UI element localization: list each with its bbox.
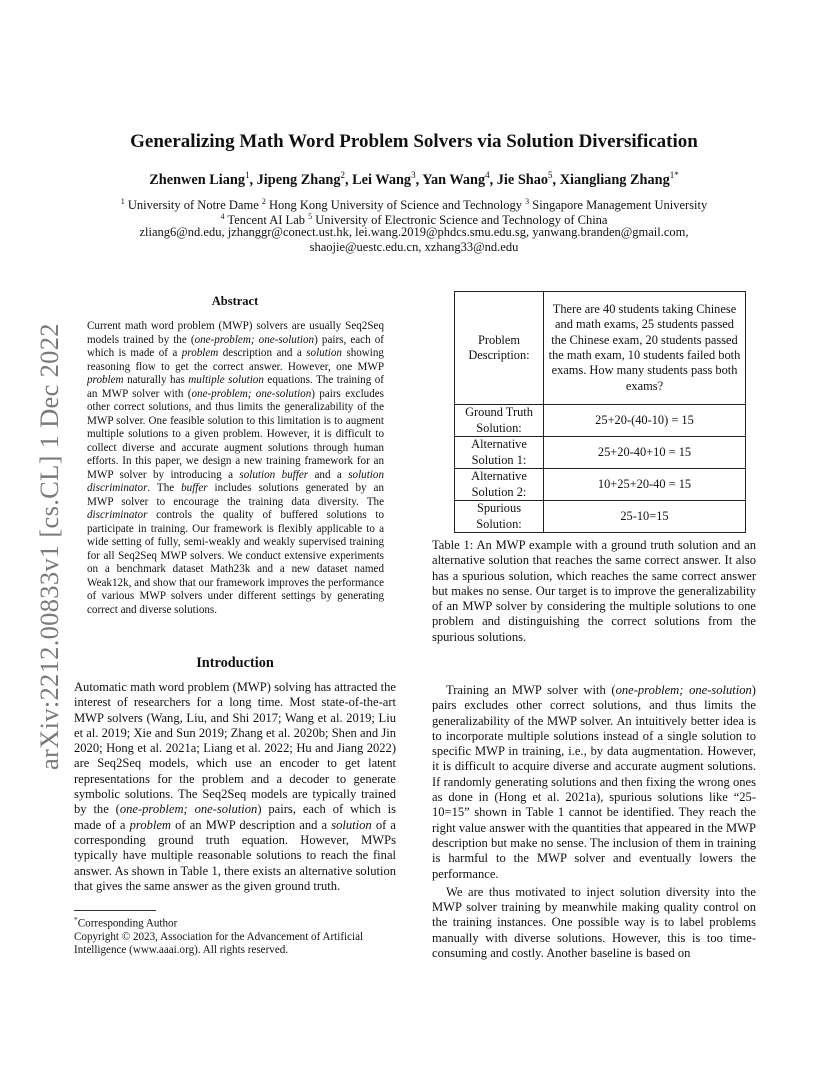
emphasis-text: solution: [331, 817, 372, 832]
text-run: showing reasoning flow to get the correct answer. However, one MWP: [87, 347, 384, 373]
affiliation-mark: 3: [411, 170, 416, 180]
affiliation-mark: 4: [485, 170, 490, 180]
abstract-text: [87, 320, 384, 617]
text-run: We are thus motivated to inject solution diversity into the MWP solver training by meanwhile making quality control on the training instances. One possible way is to label problems manually with diverse solutions. However, this is too time-consuming and costly. Another baseline is based on: [432, 884, 756, 961]
text-run: Training an MWP solver with (: [446, 683, 616, 697]
table-row: [455, 501, 746, 533]
table-row-value: 10+25+20-40 = 15: [544, 469, 746, 501]
author-emails-line-1: zliang6@nd.edu, jzhanggr@conect.ust.hk, lei.wang.2019@phdcs.smu.edu.sg, yanwang.branden@gmail.com,: [139, 225, 689, 239]
table-row-value: 25-10=15: [544, 501, 746, 533]
table-row-label: Alternative Solution 1:: [455, 437, 544, 469]
author-name: Lei Wang: [352, 171, 412, 188]
right-column-text: [432, 683, 756, 961]
emphasis-text: multiple solution: [188, 374, 264, 386]
table-row: [455, 405, 746, 437]
author-list: Zhenwen Liang$^1$, Jipeng Zhang$^2$, Lei Wang$^3$, Yan Wang$^4$, Jie Shao$^5$, Xiangliang Zhang$^{1*}$: [149, 170, 679, 188]
affiliation-name: Tencent AI Lab: [224, 213, 309, 228]
text-run: includes solutions generated by an MWP solver to encourage the training data diversity. The: [87, 482, 384, 508]
introduction-text: [74, 680, 396, 894]
affiliation-name: University of Electronic Science and Technology of China: [312, 213, 608, 228]
emphasis-text: discriminator: [87, 509, 148, 521]
text-run: ) pairs, each of which is made of a: [87, 333, 384, 359]
paragraph-motivation: [432, 885, 756, 961]
table-row: [455, 437, 746, 469]
emphasis-text: solution buffer: [239, 468, 309, 481]
table-row-value: There are 40 students taking Chinese and math exams, 25 students passed the Chinese exam, 20 students passed the math exam, 10 students failed both exams. How many students pass both exams?: [544, 292, 746, 405]
emphasis-text: problem: [87, 374, 124, 386]
affiliation-mark: 5: [548, 170, 553, 180]
table-caption: Table 1: An MWP example with a ground truth solution and an alternative solution that reaches the same correct answer. It also has a spurious solution, which reaches the same correct answer but makes no sense. Our target is to improve the generalizability of an MWP solver by considering the multiple solutions to one problem and distinguishing the correct solutions from the spurious solutions.: [432, 538, 756, 644]
footnote-rule: [74, 910, 156, 911]
affiliation-mark: 3: [525, 197, 530, 206]
emphasis-text: buffer: [181, 482, 208, 494]
affiliation-name: Hong Kong University of Science and Technology: [265, 198, 526, 213]
emphasis-text: solution discriminator: [87, 468, 384, 494]
footnote-copyright: Copyright © 2023, Association for the Advancement of Artificial Intelligence (www.aaai.org). All rights reserved.: [74, 930, 364, 957]
affiliation-mark: 1*: [669, 170, 679, 180]
text-run: description and a: [218, 347, 307, 359]
paper-title: Generalizing Math Word Problem Solvers via Solution Diversification: [130, 131, 698, 152]
affiliation-name: University of Notre Dame: [124, 198, 262, 213]
emphasis-text: one-problem; one-solution: [119, 802, 258, 817]
table-row-label: Problem Description:: [455, 292, 544, 405]
arxiv-stamp-text: arXiv:2212.00833v1 [cs.CL] 1 Dec 2022: [34, 323, 64, 770]
emphasis-text: one-problem; one-solution: [615, 683, 752, 697]
text-run: of a corresponding ground truth equation. However, MWPs typically have multiple reasonable solutions to reach the final answer. As shown in Table 1, there exists an alternative solution that gives the same answer as the given ground truth.: [74, 817, 396, 893]
author-name: Jie Shao: [496, 171, 549, 188]
affiliation-mark: 1: [120, 197, 125, 206]
emphasis-text: solution: [306, 347, 342, 359]
emphasis-text: problem: [181, 347, 219, 359]
introduction-heading: Introduction: [196, 655, 274, 671]
table-row-label: Spurious Solution:: [455, 501, 544, 533]
table-row-label: Alternative Solution 2:: [455, 469, 544, 501]
affiliation-mark: 2: [261, 197, 266, 206]
table-row: [455, 292, 746, 405]
emphasis-text: one-problem; one-solution: [191, 387, 312, 400]
author-emails-line-2: shaojie@uestc.edu.cn, xzhang33@nd.edu: [309, 240, 519, 254]
text-run: of an MWP description and a: [170, 817, 332, 832]
paragraph-training: [432, 683, 756, 882]
author-name: Jipeng Zhang: [256, 171, 341, 188]
affiliation-mark: 2: [340, 170, 345, 180]
emphasis-text: one-problem; one-solution: [194, 333, 315, 346]
author-name: Zhenwen Liang: [149, 171, 245, 188]
author-name: Xiangliang Zhang: [559, 171, 670, 188]
text-run: and a: [308, 468, 349, 481]
affiliation-mark: 1: [245, 170, 250, 180]
table-row-value: 25+20-(40-10) = 15: [544, 405, 746, 437]
text-run: ) pairs excludes other correct solutions, and thus limits the generalizability of the MWP solver. One feasible solution to this limitation is to augment multiple solutions to a given problem. However, it is difficult to collect diverse and accurate augment solutions through human efforts. In this paper, we design a new training framework for an MWP solver by introducing a: [87, 387, 385, 481]
mwp-example-table: [454, 291, 746, 533]
footnote-mark: *: [74, 915, 78, 924]
text-run: Automatic math word problem (MWP) solving has attracted the interest of researchers for a long time. Most state-of-the-art MWP solvers (Wang, Liu, and Shi 2017; Wang et al. 2019; Liu et al. 2019; Xie and Sun 2019; Zhang et al. 2020b; Shen and Jin 2020; Hong et al. 2021a; Liang et al. 2022; Hu and Jiang 2022) are Seq2Seq models, which use an encoder to get latent representations for the problem and a decoder to generate symbolic solutions. The Seq2Seq models are typically trained by the (: [74, 680, 396, 817]
footnote-corresponding-text: Corresponding Author: [77, 917, 178, 930]
abstract-heading: Abstract: [211, 294, 259, 308]
text-run: equations. The training of an MWP solver with (: [87, 374, 384, 400]
text-run: Current math word problem (MWP) solvers are usually Seq2Seq models trained by the (: [87, 320, 384, 346]
text-run: naturally has: [123, 374, 189, 386]
text-run: . The: [147, 482, 182, 494]
text-run: controls the quality of buffered solutions to participate in training. Our framework is flexibly applicable to a wide setting of fully, semi-weakly and weakly supervised training for all Seq2Seq MWP solvers. We conduct extensive experiments on a benchmark dataset Math23k and a new dataset named Weak12k, and show that our framework improves the performance of various MWP solvers under different settings by generating correct and diverse solutions.: [87, 509, 384, 616]
text-run: ) pairs excludes other correct solutions, and thus limits the generalizability of the MWP solver. An intuitively better idea is to incorporate multiple solutions instead of a single solution to specific MWP in training, i.e., by data augmentation. However, it is difficult to acquire diverse and accurate augment solutions. If randomly generating solutions and then fixing the wrong ones as done in (Hong et al. 2021a), spurious solutions like “25-10=15” shown in Table 1 cannot be identified. They reach the right value answer with the quantities that appeared in the MWP description but make no sense. The inclusion of them in training is harmful to the MWP solver and eventually lowers the performance.: [432, 683, 756, 881]
affiliation-mark: 4: [220, 212, 225, 221]
table-row: [455, 469, 746, 501]
author-name: Yan Wang: [422, 171, 486, 188]
affiliation-mark: 5: [308, 212, 313, 221]
table-row-label: Ground Truth Solution:: [455, 405, 544, 437]
text-run: ) pairs, each of which is made of a: [74, 802, 396, 832]
table-row-value: 25+20-40+10 = 15: [544, 437, 746, 469]
footnote-corresponding: [74, 913, 396, 931]
emphasis-text: problem: [129, 817, 171, 832]
affiliation-name: Singapore Management University: [529, 198, 708, 213]
footnote: [74, 913, 396, 957]
